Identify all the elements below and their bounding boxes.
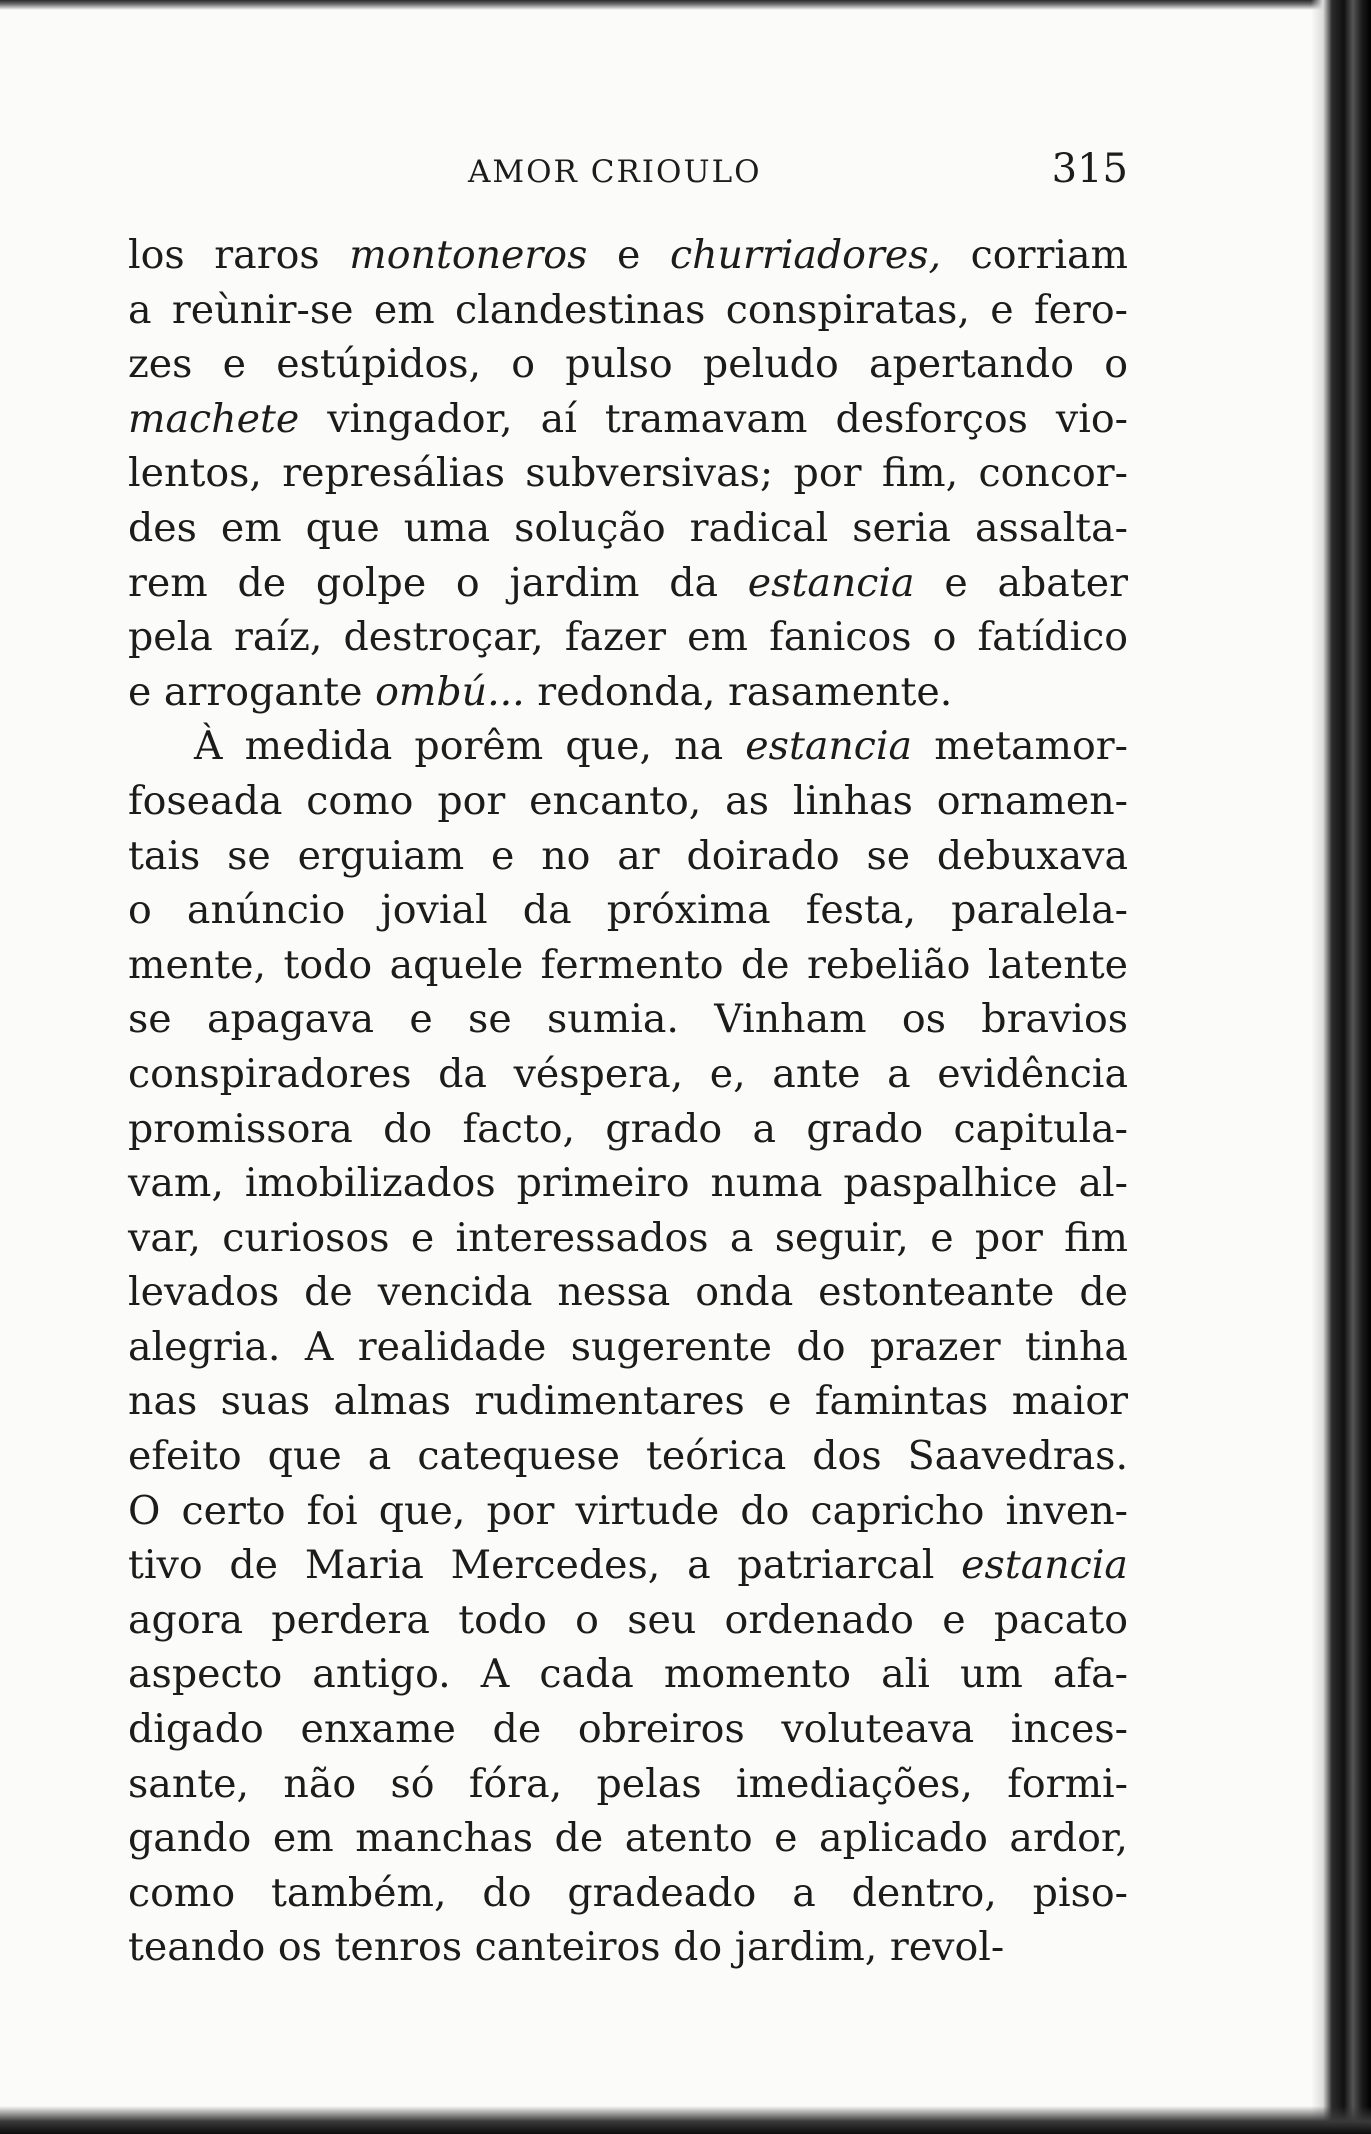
text-line — [128, 1538, 1128, 1593]
text-run: agora perdera todo o seu ordenado e pacato — [128, 1596, 1128, 1643]
text-run: gando em manchas de atento e aplicado ardor, — [128, 1815, 1128, 1862]
text-run: como também, do gradeado a dentro, piso- — [128, 1869, 1128, 1916]
text-run: o anúncio jovial da próxima festa, paralela- — [128, 887, 1128, 934]
text-run: teando os tenros canteiros do jardim, revol- — [128, 1924, 1005, 1971]
italic-word: ombú... — [375, 668, 525, 715]
text-run: conspiradores da véspera, e, ante a evidência — [128, 1050, 1128, 1097]
text-run: levados de vencida nessa onda estonteante de — [128, 1269, 1128, 1316]
text-run: var, curiosos e interessados a seguir, e por fim — [128, 1214, 1128, 1261]
text-run: e abater — [914, 559, 1128, 606]
text-line — [128, 1374, 1128, 1429]
text-line — [128, 228, 1128, 283]
text-line — [128, 501, 1128, 556]
text-run: redonda, rasamente. — [524, 668, 953, 715]
text-run: nas suas almas rudimentares e famintas maior — [128, 1378, 1128, 1425]
text-run: e arrogante — [128, 668, 376, 715]
text-run: alegria. A realidade sugerente do prazer tinha — [128, 1323, 1128, 1370]
text-line — [128, 1211, 1128, 1266]
text-line — [128, 1866, 1128, 1921]
text-run: lentos, represálias subversivas; por fim, concor- — [128, 450, 1128, 497]
text-line — [128, 829, 1128, 884]
text-run: e — [587, 232, 670, 278]
paragraph — [128, 719, 1128, 1975]
paragraph — [128, 228, 1128, 719]
text-line — [128, 1920, 1128, 1975]
text-line — [128, 1429, 1128, 1484]
text-line — [128, 992, 1128, 1047]
text-run: O certo foi que, por virtude do capricho inven- — [128, 1487, 1128, 1534]
text-run: pela raíz, destroçar, fazer em fanicos o fatídico — [128, 614, 1128, 661]
text-run: los raros — [128, 232, 350, 278]
text-run: mente, todo aquele fermento de rebelião latente — [128, 941, 1128, 988]
text-run: efeito que a catequese teórica dos Saavedras. — [128, 1433, 1128, 1480]
italic-word: estancia — [961, 1542, 1128, 1589]
text-line — [128, 665, 1128, 720]
text-line — [128, 1702, 1128, 1757]
italic-word: churriadores, — [669, 232, 942, 278]
text-run: À medida porêm que, na — [194, 723, 746, 770]
text-run: rem de golpe o jardim da — [128, 559, 748, 606]
text-line — [128, 883, 1128, 938]
italic-word: montoneros — [349, 232, 588, 278]
text-line — [128, 1757, 1128, 1812]
text-line — [128, 719, 1128, 774]
italic-word: estancia — [747, 559, 915, 606]
running-head: AMOR CRIOULO — [468, 154, 762, 190]
body-text — [128, 228, 1128, 1975]
text-line — [128, 1593, 1128, 1648]
text-line — [128, 446, 1128, 501]
text-line — [128, 556, 1128, 611]
text-line — [128, 1320, 1128, 1375]
text-line — [128, 1647, 1128, 1702]
italic-word: machete — [128, 395, 300, 442]
page-header — [128, 146, 1128, 206]
text-run: a reùnir-se em clandestinas conspiratas, e fero- — [128, 286, 1128, 333]
text-run: promissora do facto, grado a grado capitula- — [128, 1105, 1128, 1152]
page-number: 315 — [1051, 146, 1128, 192]
text-run: vingador, aí tramavam desforços vio- — [299, 395, 1128, 442]
text-run: tivo de Maria Mercedes, a patriarcal — [128, 1542, 962, 1589]
text-line — [128, 1811, 1128, 1866]
italic-word: estancia — [745, 723, 913, 770]
text-line — [128, 337, 1128, 392]
text-run: digado enxame de obreiros voluteava inces- — [128, 1706, 1128, 1753]
text-run: aspecto antigo. A cada momento ali um afa- — [128, 1651, 1128, 1698]
text-line — [128, 774, 1128, 829]
text-run: vam, imobilizados primeiro numa paspalhice al- — [128, 1160, 1128, 1207]
text-line — [128, 392, 1128, 447]
text-line — [128, 1484, 1128, 1539]
text-line — [128, 1156, 1128, 1211]
text-run: des em que uma solução radical seria assalta- — [128, 504, 1128, 551]
text-line — [128, 610, 1128, 665]
text-line — [128, 1102, 1128, 1157]
text-line — [128, 1265, 1128, 1320]
text-run: foseada como por encanto, as linhas ornamen- — [128, 777, 1128, 824]
text-line — [128, 1047, 1128, 1102]
text-run: tais se erguiam e no ar doirado se debuxava — [128, 832, 1128, 879]
text-run: corriam — [941, 232, 1128, 278]
text-run: metamor- — [912, 723, 1128, 770]
scan-edge-bottom — [0, 2106, 1371, 2134]
text-line — [128, 938, 1128, 993]
text-run: zes e estúpidos, o pulso peludo apertando o — [128, 341, 1128, 388]
scan-edge-top — [0, 0, 1340, 10]
text-line — [128, 283, 1128, 338]
scan-edge-right — [1311, 0, 1371, 2134]
text-run: sante, não só fóra, pelas imediações, formi- — [128, 1760, 1128, 1807]
text-run: se apagava e se sumia. Vinham os bravios — [128, 996, 1128, 1043]
